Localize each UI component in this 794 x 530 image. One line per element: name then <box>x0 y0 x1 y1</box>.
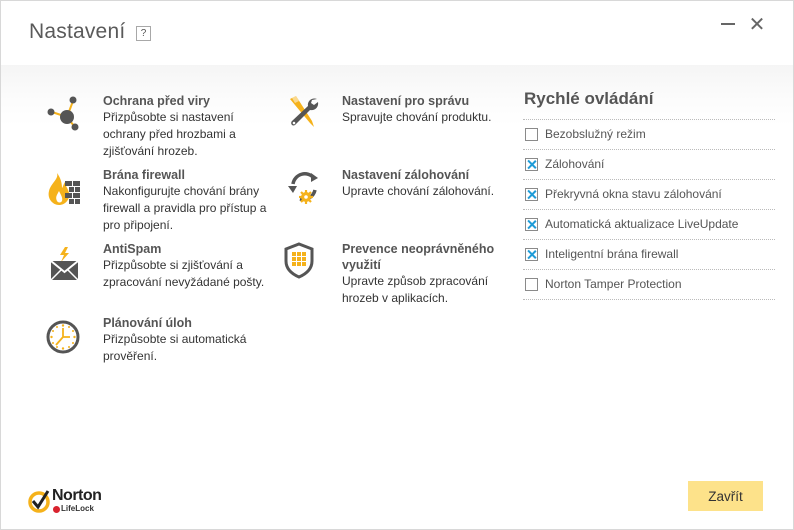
setting-title: Prevence neoprávněného <box>342 242 495 256</box>
window-header <box>1 1 793 65</box>
checkbox[interactable] <box>525 248 538 261</box>
setting-desc: Spravujte chování produktu. <box>342 110 492 124</box>
setting-admin[interactable] <box>284 93 504 133</box>
setting-scheduling[interactable] <box>45 315 275 365</box>
checkbox-label: Norton Tamper Protection <box>545 277 682 291</box>
network-node-icon <box>45 93 85 133</box>
tools-icon <box>284 93 324 133</box>
setting-title: Nastavení zálohování <box>342 168 470 182</box>
setting-desc: Upravte způsob zpracování <box>342 274 489 288</box>
quick-toggle-backup-popups[interactable] <box>523 180 775 210</box>
quick-controls-panel <box>523 89 775 300</box>
setting-desc: pro připojení. <box>103 218 174 232</box>
norton-logo <box>28 487 118 517</box>
checkbox[interactable] <box>525 278 538 291</box>
setting-desc: Přizpůsobte si automatická <box>103 332 247 346</box>
setting-title: využití <box>342 258 381 272</box>
lifelock-dot-icon <box>53 506 60 513</box>
norton-check-icon <box>28 489 52 513</box>
quick-toggle-tamper-protection[interactable] <box>523 270 775 300</box>
backup-sync-icon <box>284 167 324 207</box>
quick-toggle-liveupdate[interactable] <box>523 210 775 240</box>
setting-title: Plánování úloh <box>103 316 192 330</box>
setting-desc: prověření. <box>103 349 158 363</box>
checkbox-label: Inteligentní brána firewall <box>545 247 679 261</box>
quick-toggle-smart-firewall[interactable] <box>523 240 775 270</box>
setting-backup[interactable] <box>284 167 504 207</box>
setting-desc: ochrany před hrozbami a <box>103 127 236 141</box>
setting-title: Nastavení pro správu <box>342 94 470 108</box>
logo-subtext: LifeLock <box>61 504 94 513</box>
checkbox[interactable] <box>525 128 538 141</box>
setting-desc: Upravte chování zálohování. <box>342 184 495 198</box>
setting-desc: hrozeb v aplikacích. <box>342 291 449 305</box>
help-button[interactable]: ? <box>136 26 151 41</box>
setting-exploit-prevention[interactable] <box>284 241 504 307</box>
close-button[interactable]: Zavřít <box>688 481 763 511</box>
setting-desc: Nakonfigurujte chování brány <box>103 184 260 198</box>
setting-desc: Přizpůsobte si zjišťování a <box>103 258 243 272</box>
checkbox[interactable] <box>525 188 538 201</box>
setting-title: Brána firewall <box>103 168 185 182</box>
setting-firewall[interactable] <box>45 167 275 233</box>
clock-icon <box>45 317 85 357</box>
setting-title: Ochrana před viry <box>103 94 210 108</box>
setting-title: AntiSpam <box>103 242 162 256</box>
checkbox-label: Překryvná okna stavu zálohování <box>545 187 722 201</box>
quick-controls-title: Rychlé ovládání <box>523 89 775 120</box>
checkbox[interactable] <box>525 218 538 231</box>
checkbox-label: Bezobslužný režim <box>545 127 646 141</box>
checkbox-label: Automatická aktualizace LiveUpdate <box>545 217 739 231</box>
firewall-flame-icon <box>45 169 85 209</box>
logo-text: Norton <box>52 487 102 504</box>
close-icon[interactable]: ✕ <box>748 12 766 36</box>
setting-desc: zpracování nevyžádané pošty. <box>103 275 265 289</box>
checkbox-label: Zálohování <box>545 157 605 171</box>
setting-desc: firewall a pravidla pro přístup a <box>103 201 267 215</box>
spam-envelope-icon <box>45 245 85 285</box>
setting-antivirus[interactable] <box>45 93 275 159</box>
minimize-icon[interactable] <box>719 15 737 33</box>
setting-desc: zjišťování hrozeb. <box>103 144 198 158</box>
setting-desc: Přizpůsobte si nastavení <box>103 110 234 124</box>
checkbox[interactable] <box>525 158 538 171</box>
shield-grid-icon <box>284 241 324 281</box>
setting-antispam[interactable] <box>45 241 275 291</box>
page-title: Nastavení <box>29 20 126 43</box>
quick-toggle-silent-mode[interactable] <box>523 120 775 150</box>
quick-toggle-backup[interactable] <box>523 150 775 180</box>
